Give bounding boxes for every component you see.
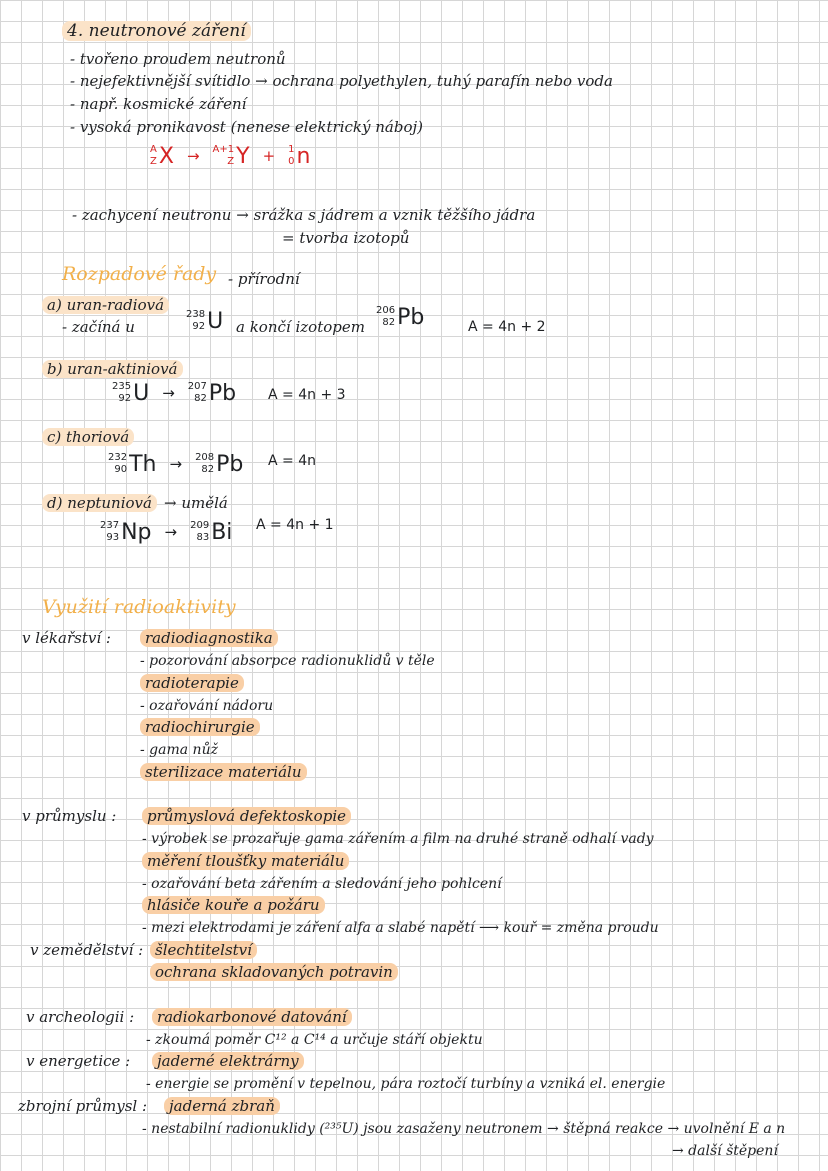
neutron-bullet-3: - např. kosmické záření: [70, 95, 247, 113]
uses-military-label: zbrojní průmysl :: [18, 1097, 148, 1115]
agriculture-item-1: šlechtitelství: [150, 941, 257, 959]
neutron-bullet-2: - nejefektivnější svítidlo → ochrana polyethylen, tuhý parafín nebo voda: [70, 72, 613, 90]
medicine-item-1-detail: - pozorování absorpce radionuklidů v těle: [140, 653, 435, 669]
neutron-capture-equation: A Z X → A+1 Z Y + 1 0 n: [150, 143, 311, 169]
archaeology-item-1: radiokarbonové datování: [152, 1008, 352, 1026]
medicine-item-2: radioterapie: [140, 674, 244, 692]
military-item-1-detail: - nestabilní radionuklidy (²³⁵U) jsou zasaženy neutronem → štěpná reakce → uvolnění E a n: [142, 1121, 786, 1137]
series-b-reaction: 235 92 U → 207 82 Pb: [112, 380, 237, 406]
section-heading-decay-series: Rozpadové řady: [62, 263, 217, 285]
energy-item-1: jaderné elektrárny: [152, 1052, 304, 1070]
industry-item-2: měření tloušťky materiálu: [142, 852, 349, 870]
series-a-mid: a končí izotopem: [236, 318, 365, 336]
series-b-title: b) uran-aktiniová: [42, 360, 183, 378]
neutron-capture-text: - zachycení neutronu → srážka s jádrem a vznik těžšího jádra: [72, 206, 536, 224]
medicine-item-3: radiochirurgie: [140, 718, 260, 736]
series-a-start-isotope: 238 92 U: [186, 308, 224, 334]
section-heading-neutron: 4. neutronové záření: [62, 22, 251, 40]
uses-medicine-label: v lékařství :: [22, 629, 111, 647]
series-c-reaction: 232 90 Th → 208 82 Pb: [108, 451, 244, 477]
series-d-reaction: 237 93 Np → 209 83 Bi: [100, 519, 233, 545]
section-heading-uses: Využití radioaktivity: [42, 596, 236, 618]
equation-arrow: →: [186, 147, 200, 165]
series-a-formula: A = 4n + 2: [468, 319, 546, 335]
series-a-text: - začíná u: [62, 318, 135, 336]
medicine-item-1: radiodiagnostika: [140, 629, 278, 647]
neutron-bullet-1: - tvořeno proudem neutronů: [70, 50, 286, 68]
agriculture-item-2: ochrana skladovaných potravin: [150, 963, 398, 981]
medicine-item-4: sterilizace materiálu: [140, 763, 307, 781]
uses-energy-label: v energetice :: [26, 1052, 131, 1070]
neutron-bullet-4: - vysoká pronikavost (nenese elektrický náboj): [70, 118, 423, 136]
series-d-note: → umělá: [164, 494, 228, 512]
series-a-title: a) uran-radiová: [42, 296, 169, 314]
military-item-1: jaderná zbraň: [164, 1097, 280, 1115]
industry-item-2-detail: - ozařování beta zářením a sledování jeho pohlcení: [142, 876, 502, 892]
series-b-formula: A = 4n + 3: [268, 387, 346, 403]
uses-industry-label: v průmyslu :: [22, 807, 117, 825]
series-d-formula: A = 4n + 1: [256, 517, 334, 533]
industry-item-1: průmyslová defektoskopie: [142, 807, 351, 825]
uses-agriculture-label: v zemědělství :: [30, 941, 144, 959]
archaeology-item-1-detail: - zkoumá poměr C¹² a C¹⁴ a určuje stáří objektu: [146, 1032, 483, 1048]
industry-item-1-detail: - výrobek se prozařuje gama zářením a film na druhé straně odhalí vady: [142, 831, 654, 847]
series-c-title: c) thoriová: [42, 428, 134, 446]
neutron-capture-result: = tvorba izotopů: [282, 229, 410, 247]
medicine-item-3-detail: - gama nůž: [140, 742, 218, 758]
energy-item-1-detail: - energie se promění v tepelnou, pára roztočí turbíny a vzniká el. energie: [146, 1076, 666, 1092]
series-a-end-isotope: 206 82 Pb: [376, 304, 425, 330]
decay-series-note: - přírodní: [228, 270, 300, 288]
military-item-1-detail-cont: → další štěpení: [672, 1143, 778, 1159]
uses-archaeology-label: v archeologii :: [26, 1008, 135, 1026]
industry-item-3-detail: - mezi elektrodami je záření alfa a slabé napětí ⟶ kouř = změna proudu: [142, 920, 659, 936]
medicine-item-2-detail: - ozařování nádoru: [140, 698, 274, 714]
series-c-formula: A = 4n: [268, 453, 316, 469]
series-d-title: d) neptuniová: [42, 494, 157, 512]
industry-item-3: hlásiče kouře a požáru: [142, 896, 325, 914]
